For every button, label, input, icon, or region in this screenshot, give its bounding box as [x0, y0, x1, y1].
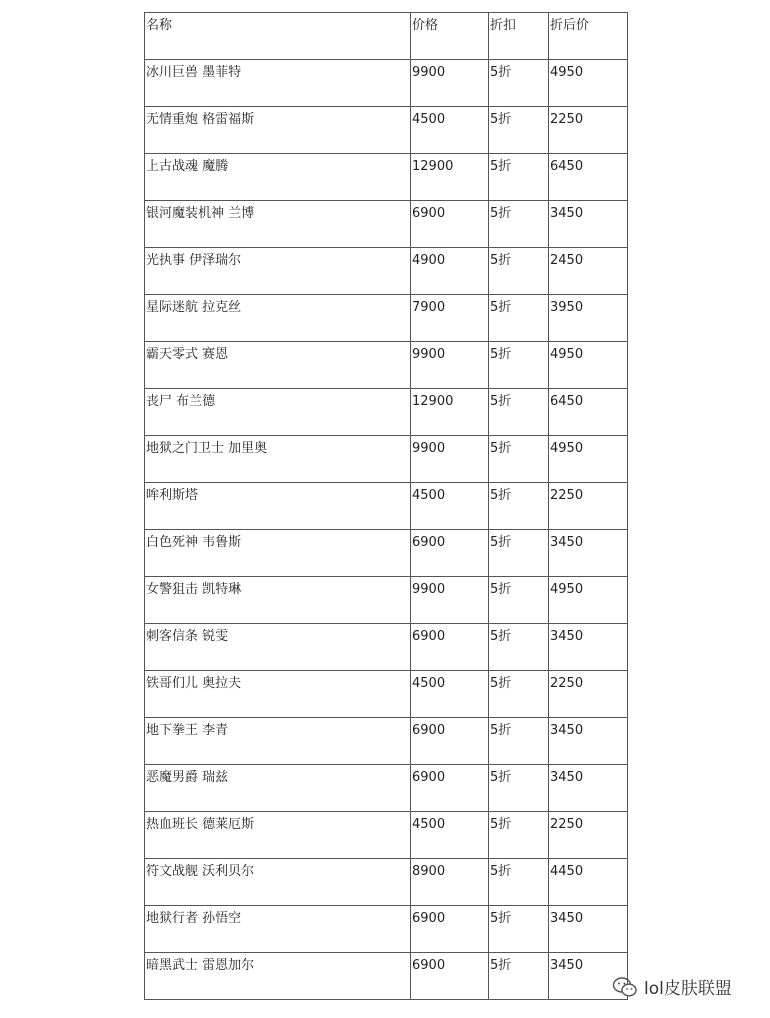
cell-price: 6900 — [411, 906, 489, 953]
cell-name: 铁哥们儿 奥拉夫 — [145, 671, 411, 718]
cell-final-price: 3450 — [549, 718, 628, 765]
header-final-price: 折后价 — [549, 13, 628, 60]
cell-price: 8900 — [411, 859, 489, 906]
cell-final-price: 4950 — [549, 60, 628, 107]
cell-price: 6900 — [411, 765, 489, 812]
cell-price: 6900 — [411, 718, 489, 765]
cell-name: 霸天零式 赛恩 — [145, 342, 411, 389]
cell-discount: 5折 — [489, 530, 549, 577]
cell-price: 6900 — [411, 953, 489, 1000]
table-row — [145, 483, 628, 530]
cell-name: 冰川巨兽 墨菲特 — [145, 60, 411, 107]
cell-discount: 5折 — [489, 718, 549, 765]
cell-name: 光执事 伊泽瑞尔 — [145, 248, 411, 295]
table-row — [145, 60, 628, 107]
cell-discount: 5折 — [489, 483, 549, 530]
cell-final-price: 3450 — [549, 624, 628, 671]
cell-discount: 5折 — [489, 765, 549, 812]
cell-discount: 5折 — [489, 624, 549, 671]
cell-price: 7900 — [411, 295, 489, 342]
header-price: 价格 — [411, 13, 489, 60]
table-row — [145, 577, 628, 624]
cell-discount: 5折 — [489, 295, 549, 342]
table-header-row — [145, 13, 628, 60]
cell-final-price: 6450 — [549, 154, 628, 201]
cell-discount: 5折 — [489, 60, 549, 107]
cell-name: 无情重炮 格雷福斯 — [145, 107, 411, 154]
table-row — [145, 906, 628, 953]
cell-final-price: 3450 — [549, 765, 628, 812]
cell-price: 9900 — [411, 436, 489, 483]
table-row — [145, 248, 628, 295]
cell-final-price: 2450 — [549, 248, 628, 295]
cell-discount: 5折 — [489, 389, 549, 436]
table-row — [145, 671, 628, 718]
cell-final-price: 2250 — [549, 483, 628, 530]
table-row — [145, 436, 628, 483]
cell-name: 地狱行者 孙悟空 — [145, 906, 411, 953]
table-row — [145, 765, 628, 812]
table-row — [145, 154, 628, 201]
cell-final-price: 2250 — [549, 671, 628, 718]
table-body — [145, 60, 628, 1000]
cell-discount: 5折 — [489, 859, 549, 906]
cell-final-price: 2250 — [549, 107, 628, 154]
cell-final-price: 4450 — [549, 859, 628, 906]
cell-name: 银河魔装机神 兰博 — [145, 201, 411, 248]
cell-name: 丧尸 布兰德 — [145, 389, 411, 436]
cell-name: 白色死神 韦鲁斯 — [145, 530, 411, 577]
cell-price: 4500 — [411, 812, 489, 859]
cell-final-price: 6450 — [549, 389, 628, 436]
cell-final-price: 4950 — [549, 342, 628, 389]
cell-name: 恶魔男爵 瑞兹 — [145, 765, 411, 812]
watermark-text: lol皮肤联盟 — [644, 979, 732, 999]
cell-price: 6900 — [411, 624, 489, 671]
cell-price: 6900 — [411, 201, 489, 248]
cell-name: 女警狙击 凯特琳 — [145, 577, 411, 624]
cell-price: 4900 — [411, 248, 489, 295]
cell-price: 9900 — [411, 60, 489, 107]
cell-final-price: 3450 — [549, 530, 628, 577]
cell-final-price: 4950 — [549, 577, 628, 624]
cell-name: 地狱之门卫士 加里奥 — [145, 436, 411, 483]
table-row — [145, 201, 628, 248]
table-row — [145, 107, 628, 154]
cell-final-price: 3450 — [549, 953, 628, 1000]
price-table-container — [144, 12, 627, 1000]
cell-name: 星际迷航 拉克丝 — [145, 295, 411, 342]
cell-price: 9900 — [411, 342, 489, 389]
cell-discount: 5折 — [489, 201, 549, 248]
wechat-icon — [612, 976, 638, 998]
cell-discount: 5折 — [489, 577, 549, 624]
cell-discount: 5折 — [489, 671, 549, 718]
cell-price: 12900 — [411, 389, 489, 436]
cell-name: 哞利斯塔 — [145, 483, 411, 530]
table-row — [145, 530, 628, 577]
table-row — [145, 624, 628, 671]
cell-final-price: 3450 — [549, 201, 628, 248]
cell-name: 地下拳王 李青 — [145, 718, 411, 765]
cell-final-price: 3950 — [549, 295, 628, 342]
cell-name: 刺客信条 锐雯 — [145, 624, 411, 671]
cell-discount: 5折 — [489, 154, 549, 201]
skin-price-table — [144, 12, 628, 1000]
cell-discount: 5折 — [489, 248, 549, 295]
header-name: 名称 — [145, 13, 411, 60]
cell-price: 4500 — [411, 671, 489, 718]
cell-final-price: 4950 — [549, 436, 628, 483]
watermark — [612, 974, 732, 999]
cell-final-price: 3450 — [549, 906, 628, 953]
table-row — [145, 953, 628, 1000]
cell-price: 4500 — [411, 107, 489, 154]
header-discount: 折扣 — [489, 13, 549, 60]
table-row — [145, 859, 628, 906]
table-row — [145, 295, 628, 342]
cell-discount: 5折 — [489, 342, 549, 389]
cell-price: 6900 — [411, 530, 489, 577]
cell-discount: 5折 — [489, 906, 549, 953]
table-row — [145, 389, 628, 436]
table-row — [145, 342, 628, 389]
cell-discount: 5折 — [489, 812, 549, 859]
cell-final-price: 2250 — [549, 812, 628, 859]
cell-name: 上古战魂 魔腾 — [145, 154, 411, 201]
cell-price: 9900 — [411, 577, 489, 624]
cell-name: 暗黑武士 雷恩加尔 — [145, 953, 411, 1000]
table-row — [145, 718, 628, 765]
cell-price: 4500 — [411, 483, 489, 530]
cell-price: 12900 — [411, 154, 489, 201]
cell-discount: 5折 — [489, 107, 549, 154]
cell-discount: 5折 — [489, 436, 549, 483]
cell-discount: 5折 — [489, 953, 549, 1000]
table-row — [145, 812, 628, 859]
cell-name: 热血班长 德莱厄斯 — [145, 812, 411, 859]
cell-name: 符文战舰 沃利贝尔 — [145, 859, 411, 906]
